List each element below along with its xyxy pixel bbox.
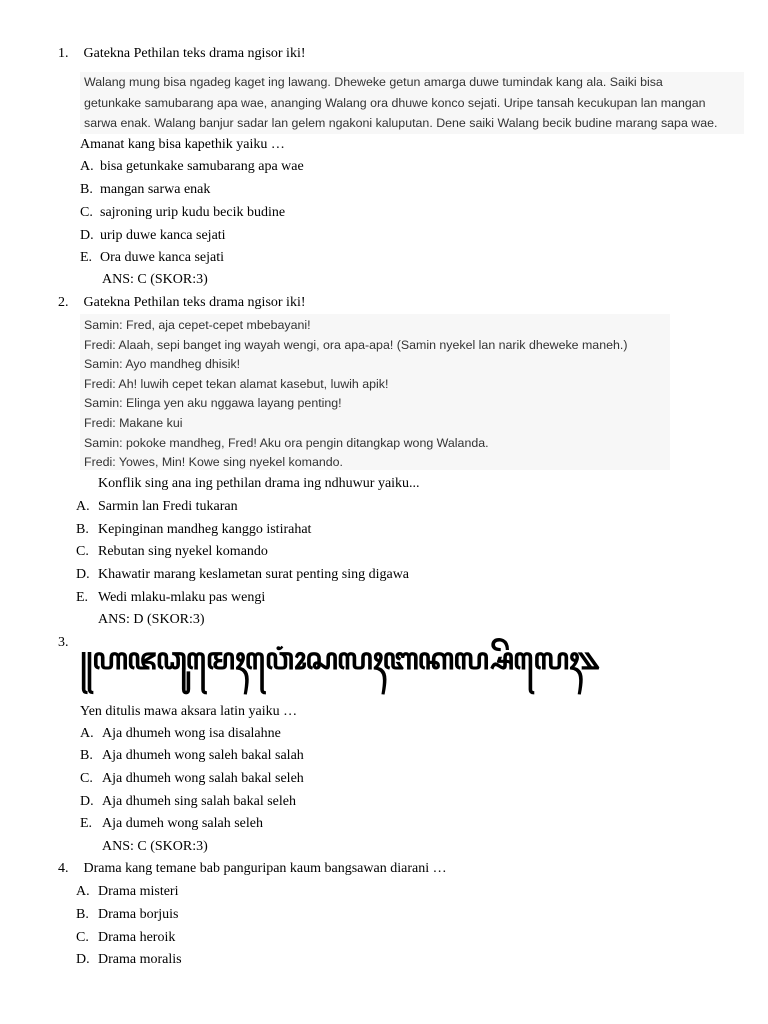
option-a xyxy=(76,883,178,901)
option-letter: E. xyxy=(80,816,93,831)
answer-key: ANS: C (SKOR:3) xyxy=(102,272,208,287)
dialogue-line: Samin: Fred, aja cepet-cepet mbebayani! xyxy=(84,318,311,332)
option-text: Aja dumeh wong salah seleh xyxy=(102,816,263,831)
option-text: Khawatir marang keslametan surat penting sing digawa xyxy=(98,567,410,582)
option-text: Drama misteri xyxy=(98,884,179,899)
option-text: sajroning urip kudu becik budine xyxy=(100,205,286,220)
dialogue-line: Fredi: Makane kui xyxy=(84,415,183,430)
option-b xyxy=(80,181,210,199)
option-d xyxy=(80,227,226,245)
option-b xyxy=(76,906,178,924)
dialogue-line: Fredi: Ah! luwih cepet tekan alamat kasebut, luwih apik! xyxy=(84,376,389,391)
drama-excerpt-2 xyxy=(80,314,670,470)
dialogue-line: Fredi: Alaah, sepi banget ing wayah wengi, ora apa-apa! (Samin nyekel lan narik dheweke maneh.) xyxy=(84,337,628,352)
dialogue-line: Samin: Ayo mandheg dhisik! xyxy=(84,357,241,372)
option-text: Drama heroik xyxy=(98,930,176,945)
option-e xyxy=(80,249,224,267)
option-letter: B. xyxy=(76,522,89,537)
excerpt-line: Walang mung bisa ngadeg kaget ing lawang. Dheweke getun amarga duwe tumindak kang ala. Saiki bisa xyxy=(84,75,663,89)
option-text: Aja dhumeh sing salah bakal seleh xyxy=(102,794,297,809)
dialogue-line: Samin: Elinga yen aku nggawa layang penting! xyxy=(84,396,342,411)
option-text: Rebutan sing nyekel komando xyxy=(98,544,268,559)
option-c xyxy=(76,929,175,947)
option-letter: C. xyxy=(80,205,93,220)
option-letter: B. xyxy=(80,748,93,763)
question-number: 1. xyxy=(58,46,69,61)
question-2-heading xyxy=(58,294,306,312)
question-text: Drama kang temane bab panguripan kaum bangsawan diarani … xyxy=(83,861,447,876)
question-number: 2. xyxy=(58,295,69,310)
option-c xyxy=(80,770,304,788)
option-b xyxy=(76,521,311,539)
option-d xyxy=(76,951,182,969)
drama-excerpt-1 xyxy=(80,72,744,134)
question-number: 3. xyxy=(58,635,69,650)
option-letter: E. xyxy=(76,590,89,605)
option-text: Aja dhumeh wong saleh bakal salah xyxy=(102,748,304,763)
option-text: Aja dhumeh wong salah bakal seleh xyxy=(102,771,304,786)
answer-key: ANS: D (SKOR:3) xyxy=(98,612,205,627)
option-text: Aja dhumeh wong isa disalahne xyxy=(102,726,281,741)
option-letter: A. xyxy=(80,726,94,741)
option-text: Kepinginan mandheg kanggo istirahat xyxy=(98,522,312,537)
question-1-heading xyxy=(58,45,306,63)
option-a xyxy=(80,158,304,176)
question-number: 4. xyxy=(58,861,69,876)
option-letter: A. xyxy=(76,884,90,899)
option-text: Drama moralis xyxy=(98,952,182,967)
question-text: Amanat kang bisa kapethik yaiku … xyxy=(80,137,285,152)
question-text: Konflik sing ana ing pethilan drama ing ndhuwur yaiku... xyxy=(98,476,420,491)
javanese-script-text: ꧋ꦲꦗꦣꦸꦩꦺꦃꦮꦺꦴꦁꦱꦭꦃꦧꦏꦭ꧀ꦱꦼꦭꦺꦃ꧉ xyxy=(80,642,599,677)
question-prompt: Gatekna Pethilan teks drama ngisor iki! xyxy=(83,295,306,310)
option-d xyxy=(76,566,409,584)
option-text: bisa getunkake samubarang apa wae xyxy=(100,159,304,174)
excerpt-line: getunkake samubarang apa wae, ananging Walang ora dhuwe konco sejati. Uripe tansah kecukupan lan mangan xyxy=(84,95,706,110)
dialogue-line: Samin: pokoke mandheg, Fred! Aku ora pengin ditangkap wong Walanda. xyxy=(84,435,489,450)
option-text: Sarmin lan Fredi tukaran xyxy=(98,499,238,514)
question-3-heading xyxy=(58,634,80,652)
option-text: Wedi mlaku-mlaku pas wengi xyxy=(98,590,266,605)
option-letter: C. xyxy=(80,771,93,786)
dialogue-line: Fredi: Yowes, Min! Kowe sing nyekel komando. xyxy=(84,455,343,470)
option-text: mangan sarwa enak xyxy=(100,182,211,197)
option-text: urip duwe kanca sejati xyxy=(100,228,226,243)
option-c xyxy=(76,543,268,561)
option-letter: B. xyxy=(80,182,93,197)
option-letter: B. xyxy=(76,907,89,922)
option-letter: D. xyxy=(76,952,90,967)
option-c xyxy=(80,204,285,222)
excerpt-line: sarwa enak. Walang banjur sadar lan gelem ngakoni kaluputan. Dene saiki Walang becik budine marang sapa wae. xyxy=(84,116,718,131)
option-b xyxy=(80,747,304,765)
question-text: Yen ditulis mawa aksara latin yaiku … xyxy=(80,704,298,719)
option-d xyxy=(80,793,296,811)
option-letter: C. xyxy=(76,930,89,945)
option-letter: A. xyxy=(76,499,90,514)
option-letter: A. xyxy=(80,159,94,174)
question-prompt: Gatekna Pethilan teks drama ngisor iki! xyxy=(83,46,306,61)
option-letter: D. xyxy=(76,567,90,582)
option-text: Drama borjuis xyxy=(98,907,179,922)
answer-key: ANS: C (SKOR:3) xyxy=(102,839,208,854)
option-a xyxy=(76,498,238,516)
option-text: Ora duwe kanca sejati xyxy=(100,250,224,265)
option-letter: D. xyxy=(80,794,94,809)
option-a xyxy=(80,725,281,743)
option-e xyxy=(80,815,263,833)
option-letter: C. xyxy=(76,544,89,559)
option-e xyxy=(76,589,265,607)
option-letter: E. xyxy=(80,250,93,265)
option-letter: D. xyxy=(80,228,94,243)
question-4-heading xyxy=(58,860,447,878)
